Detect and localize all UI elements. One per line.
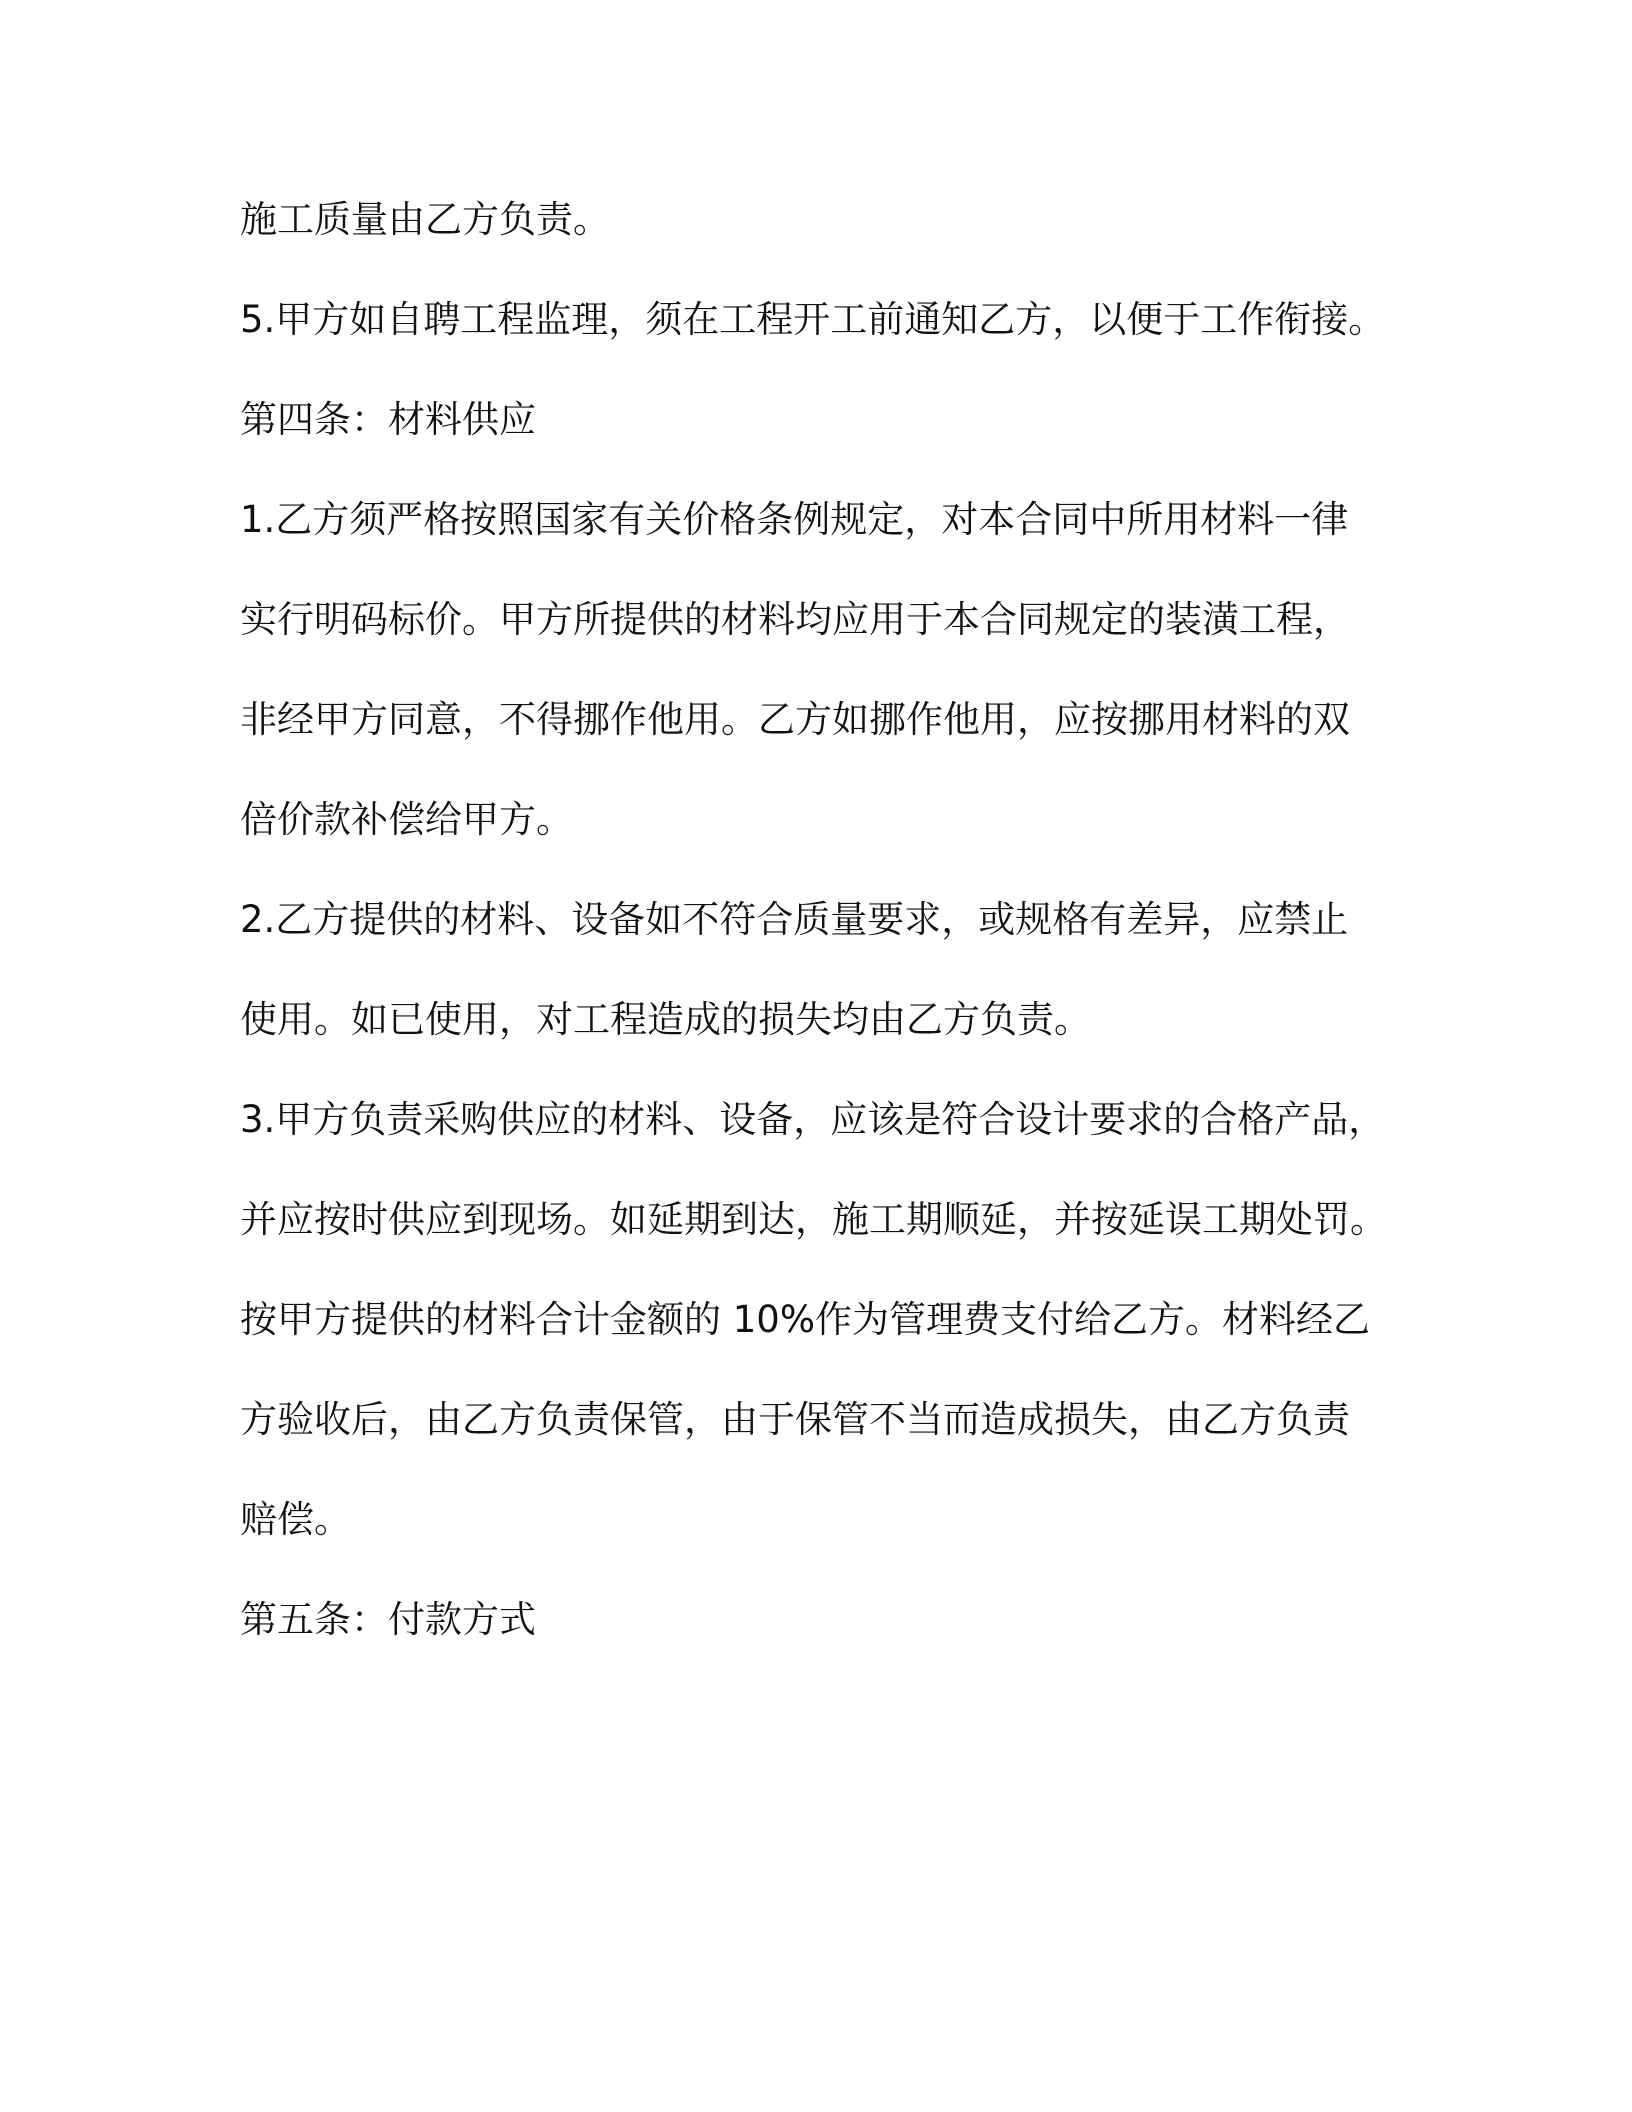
text-line: 赔偿。 <box>240 1498 351 1541</box>
text-line: 非经甲方同意，不得挪作他用。乙方如挪作他用，应按挪用材料的双 <box>240 698 1350 741</box>
text-line: 并应按时供应到现场。如延期到达，施工期顺延，并按延误工期处罚。 <box>240 1198 1387 1241</box>
text-line: 施工质量由乙方负责。 <box>240 198 610 241</box>
text-line: 按甲方提供的材料合计金额的 10%作为管理费支付给乙方。材料经乙 <box>240 1298 1370 1341</box>
text-line: 1.乙方须严格按照国家有关价格条例规定，对本合同中所用材料一律 <box>240 498 1349 541</box>
text-line: 2.乙方提供的材料、设备如不符合质量要求，或规格有差异，应禁止 <box>240 898 1349 941</box>
text-line: 3.甲方负责采购供应的材料、设备，应该是符合设计要求的合格产品， <box>240 1098 1386 1141</box>
text-line: 方验收后，由乙方负责保管，由于保管不当而造成损失，由乙方负责 <box>240 1398 1350 1441</box>
text-line: 实行明码标价。甲方所提供的材料均应用于本合同规定的装潢工程， <box>240 598 1350 641</box>
text-line: 使用。如已使用，对工程造成的损失均由乙方负责。 <box>240 998 1091 1041</box>
text-line: 倍价款补偿给甲方。 <box>240 798 573 841</box>
section-heading: 第五条：付款方式 <box>240 1598 536 1641</box>
section-heading: 第四条：材料供应 <box>240 398 536 441</box>
text-line: 5.甲方如自聘工程监理，须在工程开工前通知乙方，以便于工作衔接。 <box>240 298 1386 341</box>
